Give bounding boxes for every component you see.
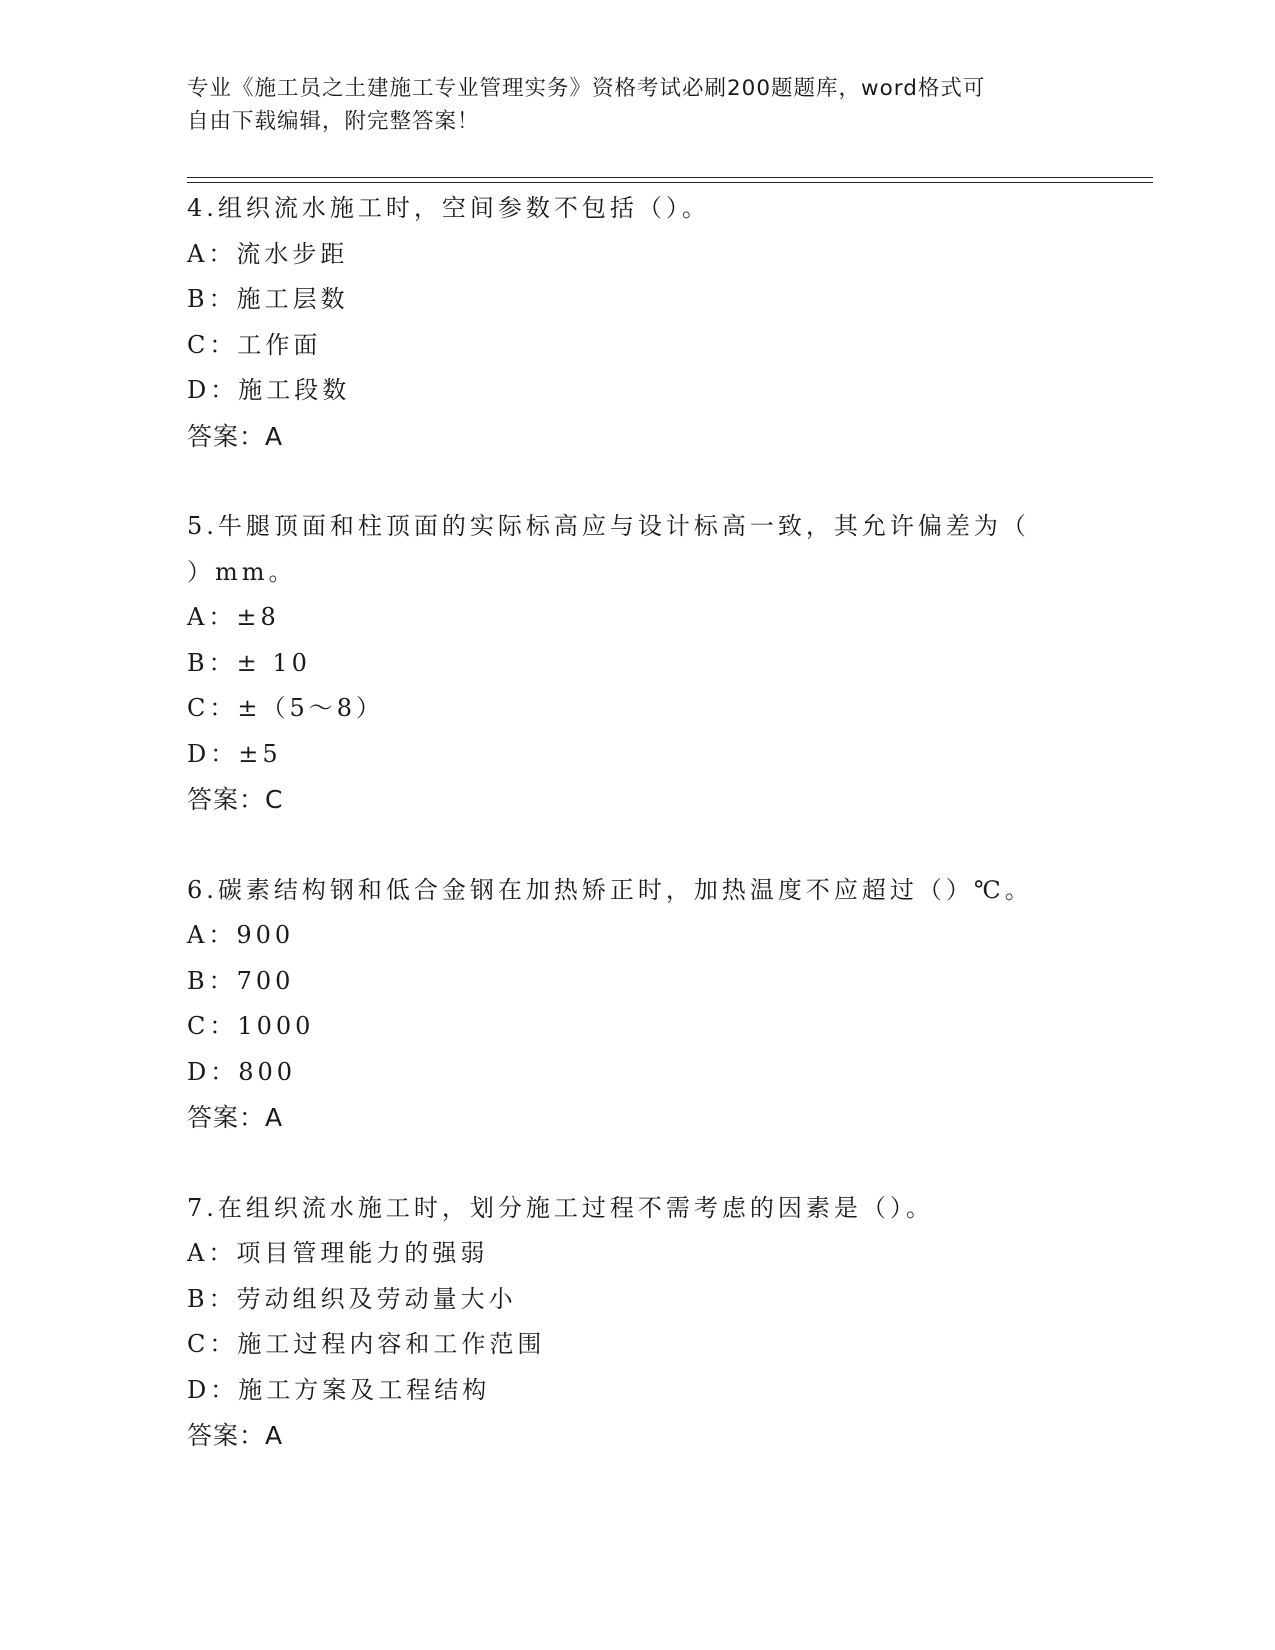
question-stem-continued: ）mm。 [187,557,297,586]
question-5 [187,504,1087,823]
answer-line: 答案：A [187,1103,284,1132]
option-d: D：施工方案及工程结构 [187,1375,491,1404]
question-list [187,186,1087,1504]
answer-line: 答案：A [187,421,284,451]
option-a: A：±8 [187,603,280,631]
option-c: C：1000 [187,1012,315,1040]
option-a: A：900 [187,921,295,949]
question-stem: 5.牛腿顶面和柱顶面的实际标高应与设计标高一致，其允许偏差为（ [187,512,1030,540]
option-c: C：±（5～8） [187,694,385,722]
option-b: B：700 [187,966,295,995]
question-6 [187,868,1087,1141]
option-a: A：流水步距 [187,239,349,268]
question-4 [187,186,1087,459]
header-line-2: 自由下载编辑，附完整答案！ [187,109,480,134]
question-stem: 7.在组织流水施工时，划分施工过程不需考虑的因素是（）。 [187,1193,934,1222]
option-a: A：项目管理能力的强弱 [187,1239,489,1267]
option-c: C：工作面 [187,330,322,359]
question-stem: 6.碳素结构钢和低合金钢在加热矫正时，加热温度不应超过（）℃。 [187,875,1033,904]
option-d: D：±5 [187,739,282,768]
header-double-rule [187,177,1153,183]
document-header [187,72,1067,138]
option-b: B：± 10 [187,648,311,677]
option-c: C：施工过程内容和工作范围 [187,1330,546,1358]
answer-line: 答案：A [187,1421,284,1450]
option-b: B：劳动组织及劳动量大小 [187,1284,517,1313]
option-d: D：施工段数 [187,376,351,404]
question-7 [187,1186,1087,1459]
header-line-1: 专业《施工员之土建施工专业管理实务》资格考试必刷200题题库，word格式可 [187,76,986,101]
question-stem: 4.组织流水施工时，空间参数不包括（）。 [187,194,710,222]
option-b: B：施工层数 [187,285,349,313]
answer-line: 答案：C [187,785,284,814]
option-d: D：800 [187,1057,297,1086]
